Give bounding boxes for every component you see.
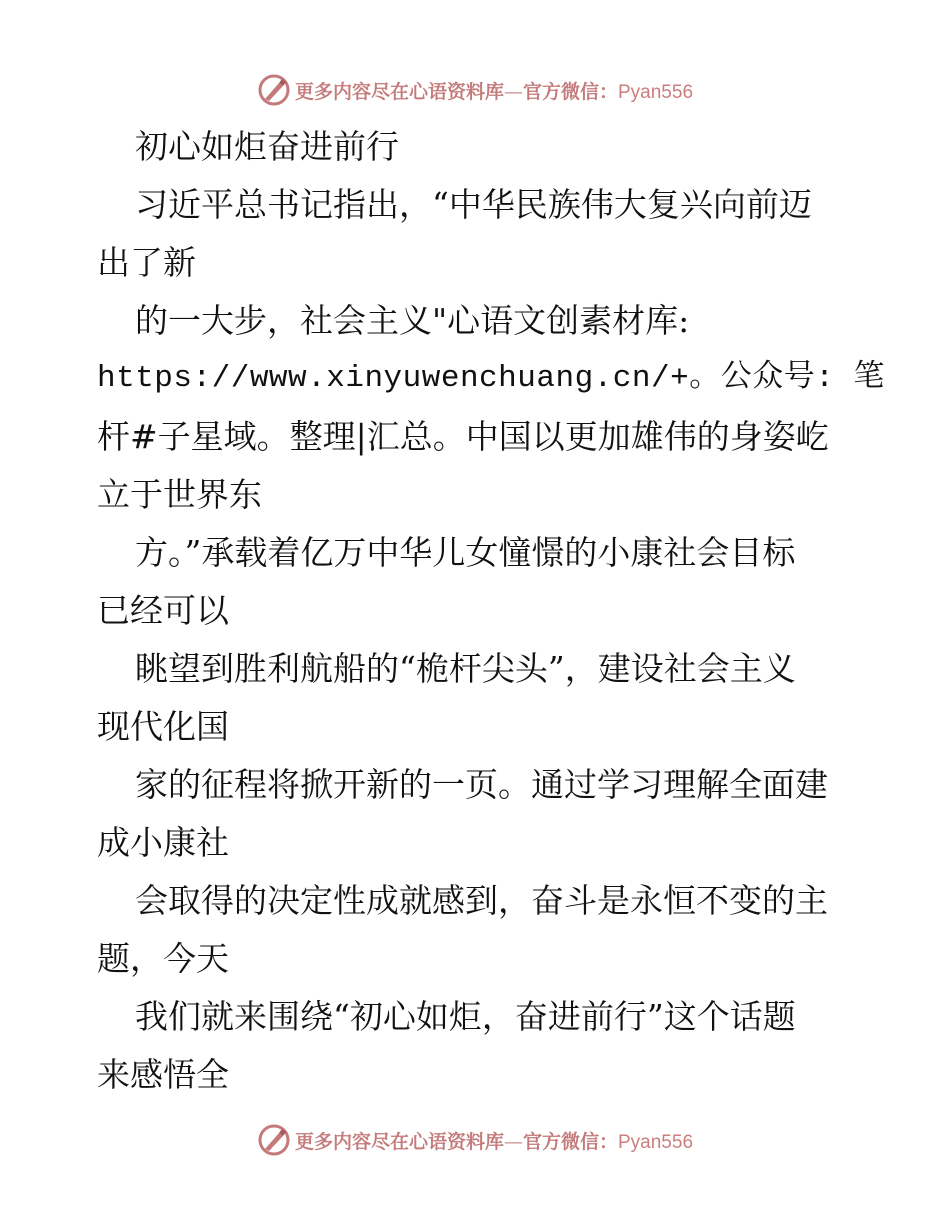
paragraph-line: 成小康社 (97, 823, 229, 862)
paragraph-line: 我们就来围绕“初心如炬，奋进前行”这个话题 (135, 997, 796, 1036)
paragraph-line: 来感悟全 (97, 1055, 229, 1094)
pen-logo-icon (257, 73, 291, 107)
paragraph-line: 杆#子星域。整理|汇总。中国以更加雄伟的身姿屹 (97, 417, 829, 456)
paragraph-line: 家的征程将掀开新的一页。通过学习理解全面建 (135, 765, 828, 804)
paragraph-line: 出了新 (97, 243, 196, 282)
document-title: 初心如炬奋进前行 (135, 127, 399, 166)
paragraph-line: 会取得的决定性成就感到，奋斗是永恒不变的主 (135, 881, 828, 920)
paragraph-line: 习近平总书记指出，“中华民族伟大复兴向前迈 (135, 185, 812, 224)
pen-logo-icon (257, 1123, 291, 1157)
watermark-text: 更多内容尽在心语资料库—官方微信：Pyan556 (294, 80, 694, 103)
paragraph-line: 眺望到胜利航船的“桅杆尖头”，建设社会主义 (135, 649, 796, 688)
paragraph-line: 的一大步，社会主义"心语文创素材库: (135, 301, 690, 340)
paragraph-line: 现代化国 (97, 707, 229, 746)
header-watermark (0, 70, 950, 110)
watermark-text: 更多内容尽在心语资料库—官方微信：Pyan556 (294, 1130, 694, 1153)
paragraph-line: 题，今天 (97, 939, 229, 978)
paragraph-line: 立于世界东 (97, 475, 262, 514)
footer-watermark (0, 1120, 950, 1160)
paragraph-line: https://www.xinyuwenchuang.cn/+。公众号: 笔 (97, 361, 885, 396)
document-body (97, 118, 885, 1104)
paragraph-line: 方。”承载着亿万中华儿女憧憬的小康社会目标 (135, 533, 796, 572)
paragraph-line: 已经可以 (97, 591, 229, 630)
